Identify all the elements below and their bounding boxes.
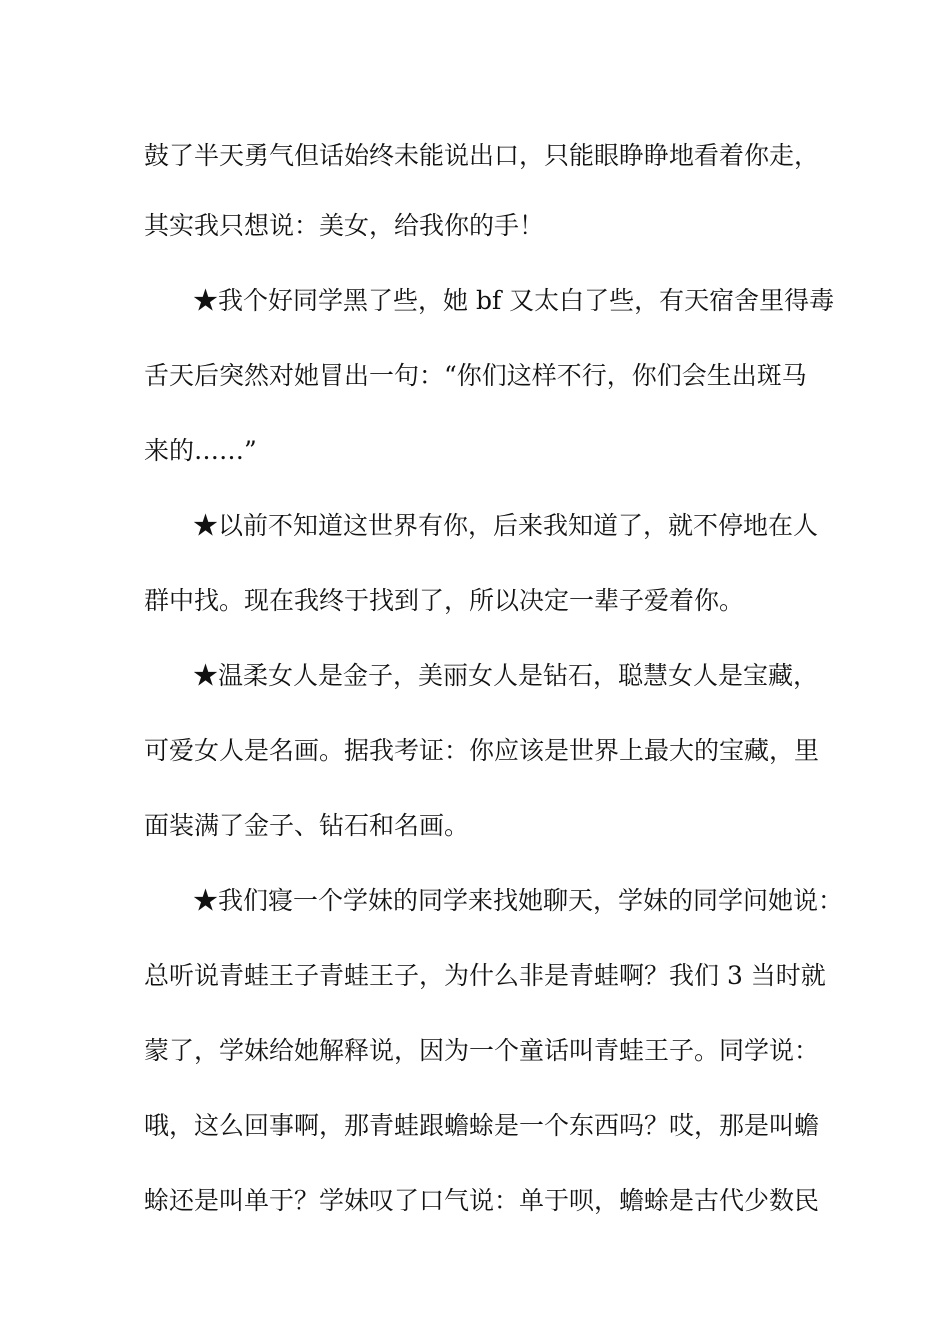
paragraph-start-line	[0, 281, 950, 321]
text-line	[0, 1031, 950, 1071]
line-text: 总听说青蛙王子青蛙王子，为什么非是青蛙啊？我们 3 当时就	[144, 961, 826, 990]
line-text: 舌天后突然对她冒出一句：“你们这样不行，你们会生出斑马	[144, 361, 807, 390]
line-text: ★我个好同学黑了些，她 bf 又太白了些，有天宿舍里得毒	[193, 286, 835, 315]
text-line	[0, 431, 950, 471]
line-text: 鼓了半天勇气但话始终未能说出口，只能眼睁睁地看着你走，	[144, 141, 820, 170]
text-line	[0, 581, 950, 621]
text-line	[0, 956, 950, 996]
paragraph-start-line	[0, 506, 950, 546]
text-line	[0, 136, 950, 176]
text-line	[0, 1181, 950, 1221]
line-text: 蒙了，学妹给她解释说，因为一个童话叫青蛙王子。同学说：	[144, 1036, 820, 1065]
paragraph-start-line	[0, 656, 950, 696]
line-text: 其实我只想说：美女，给我你的手！	[144, 211, 545, 240]
line-text: ★以前不知道这世界有你，后来我知道了，就不停地在人	[193, 511, 819, 540]
line-text: ★温柔女人是金子，美丽女人是钻石，聪慧女人是宝藏，	[193, 661, 819, 690]
text-line	[0, 356, 950, 396]
line-text: 面装满了金子、钻石和名画。	[144, 811, 470, 840]
paragraph-start-line	[0, 881, 950, 921]
line-text: 哦，这么回事啊，那青蛙跟蟾蜍是一个东西吗？哎，那是叫蟾	[144, 1111, 820, 1140]
text-line	[0, 806, 950, 846]
text-line	[0, 1106, 950, 1146]
line-text: 蜍还是叫单于？学妹叹了口气说：单于呗，蟾蜍是古代少数民	[144, 1186, 820, 1215]
line-text: 来的……”	[144, 436, 257, 465]
line-text: 可爱女人是名画。据我考证：你应该是世界上最大的宝藏，里	[144, 736, 820, 765]
line-text: ★我们寝一个学妹的同学来找她聊天，学妹的同学问她说：	[193, 886, 844, 915]
text-line	[0, 731, 950, 771]
text-line	[0, 206, 950, 246]
line-text: 群中找。现在我终于找到了，所以决定一辈子爱着你。	[144, 586, 745, 615]
